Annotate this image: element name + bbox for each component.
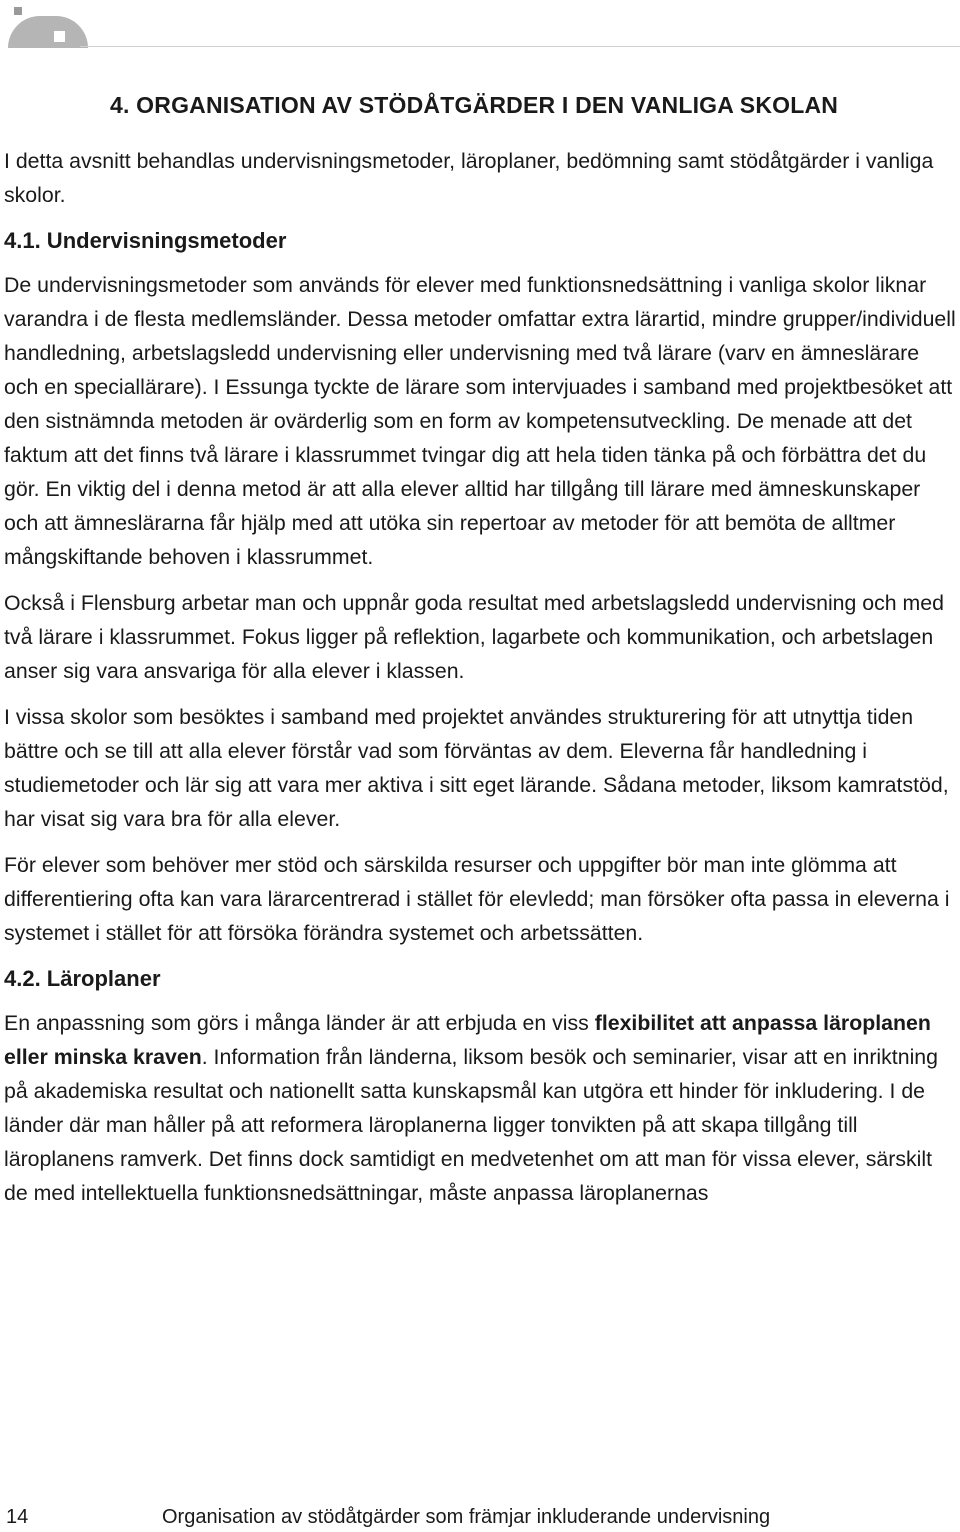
intro-paragraph: I detta avsnitt behandlas undervisningsmetoder, läroplaner, bedömning samt stödåtgärder i vanliga skolor.	[4, 149, 934, 207]
page-footer	[4, 1502, 956, 1532]
emphasized-text: flexibilitet att anpassa läroplanen eller minska kraven	[4, 1011, 931, 1069]
header-logo-dome	[8, 16, 88, 48]
section-1-paragraph: För elever som behöver mer stöd och särskilda resurser och uppgifter bör man inte glömma att differentiering ofta kan vara lärarcentrerad i stället för elevledd; man försöker ofta passa in eleverna i systemet i stället för att försöka förändra systemet och arbetssätten.	[4, 853, 950, 945]
section-1-paragraph: I vissa skolor som besöktes i samband med projektet användes strukturering för att utnyttja tiden bättre och se till att alla elever förstår vad som förväntas av dem. Eleverna får handledning i studiemetoder och lär sig att vara mer aktiva i sitt eget lärande. Sådana metoder, liksom kamratstöd, har visat sig vara bra för alla elever.	[4, 705, 949, 831]
text-run: En anpassning som görs i många länder är att erbjuda en viss	[4, 1011, 595, 1035]
section-heading-laroplaner: 4.2. Läroplaner	[4, 966, 161, 991]
header-logo-square	[14, 7, 22, 15]
section-1-paragraph: Också i Flensburg arbetar man och uppnår goda resultat med arbetslagsledd undervisning och med två lärare i klassrummet. Fokus ligger på reflektion, lagarbete och kommunikation, och arbetslagen anser sig vara ansvariga för alla elever i klassen.	[4, 591, 944, 683]
section-2-paragraph	[4, 1006, 956, 1210]
section-heading-undervisningsmetoder: 4.1. Undervisningsmetoder	[4, 228, 287, 253]
header-logo-inner-square	[54, 31, 65, 42]
section-1-paragraph: De undervisningsmetoder som används för elever med funktionsnedsättning i vanliga skolor liknar varandra i de flesta medlemsländer. Dessa metoder omfattar extra lärartid, mindre grupper/individuell handledning, arbetslagsledd undervisning eller undervisning med två lärare (varv en ämneslärare och en speciallärare). I Essunga tyckte de lärare som intervjuades i samband med projektbesöket att den sistnämnda metoden är ovärderlig som en form av kompetensutveckling. De menade att det faktum att det finns två lärare i klassrummet tvingar dig att hela tiden tänka på och förbättra det du gör. En viktig del i denna metod är att alla elever alltid har tillgång till lärare med ämneskunskaper och att ämneslärarna får hjälp med att utöka sin repertoar av metoder för att bemöta de alltmer mångskiftande behoven i klassrummet.	[4, 273, 956, 569]
page-content	[4, 88, 956, 1222]
page-header	[0, 0, 960, 50]
page-number: 14	[6, 1506, 29, 1528]
chapter-heading: 4. ORGANISATION AV STÖDÅTGÄRDER I DEN VANLIGA SKOLAN	[110, 92, 839, 118]
header-rule	[80, 46, 960, 47]
running-title: Organisation av stödåtgärder som främjar inkluderande undervisning	[162, 1506, 771, 1528]
text-run: . Information från länderna, liksom besök och seminarier, visar att en inriktning på akademiska resultat och nationellt satta kunskapsmål kan utgöra ett hinder för inkludering. I de länder där man håller på att reformera läroplanerna ligger tonvikten på att skapa tillgång till läroplanens ramverk. Det finns dock samtidigt en medvetenhet om att man för vissa elever, särskilt de med intellektuella funktionsnedsättningar, måste anpassa läroplanernas	[4, 1045, 938, 1205]
